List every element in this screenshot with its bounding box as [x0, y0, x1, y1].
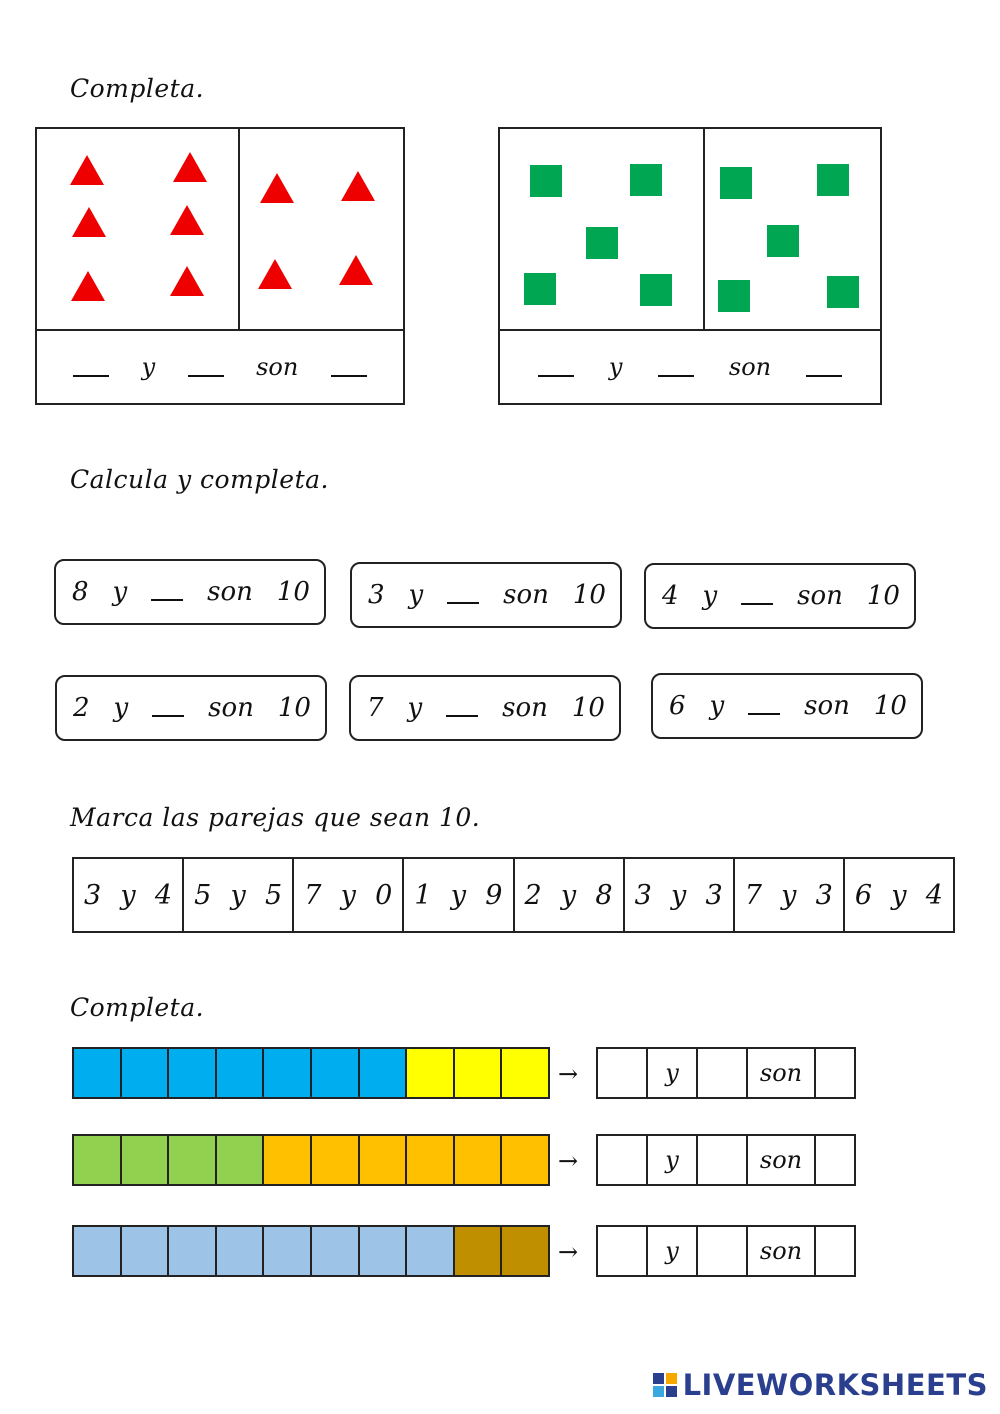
bar-cell-second: [502, 1049, 548, 1097]
bar-cell-first: [74, 1049, 122, 1097]
pair-cell[interactable]: [184, 859, 294, 931]
word-y: y: [781, 879, 797, 911]
bar-cell-second: [502, 1227, 548, 1275]
pair-cell[interactable]: [294, 859, 404, 931]
red-triangle-icon: [72, 207, 106, 237]
bar-cell-second: [312, 1136, 360, 1184]
pair-b: 3: [705, 879, 723, 911]
panel-divider: [238, 129, 240, 331]
answer-box[interactable]: [816, 1136, 854, 1184]
answer-box[interactable]: [598, 1136, 648, 1184]
heading-marca: Marca las parejas que sean 10.: [70, 803, 481, 832]
answer-blank[interactable]: [447, 586, 479, 604]
answer-blank[interactable]: [538, 357, 574, 377]
logo-text: LIVEWORKSHEETS: [682, 1368, 988, 1402]
answer-row: [596, 1225, 856, 1277]
color-bar: [72, 1225, 550, 1277]
arrow-icon: →: [558, 1147, 579, 1175]
red-triangle-icon: [70, 155, 104, 185]
red-triangle-icon: [339, 255, 373, 285]
pair-a: 3: [634, 879, 652, 911]
bar-cell-first: [360, 1049, 408, 1097]
answer-box[interactable]: [698, 1136, 748, 1184]
pair-a: 1: [414, 879, 432, 911]
pair-a: 2: [524, 879, 542, 911]
square-group-panel: [498, 127, 882, 405]
pair-cell[interactable]: [515, 859, 625, 931]
red-triangle-icon: [173, 152, 207, 182]
word-y: y: [407, 693, 423, 723]
bar-cell-first: [169, 1136, 217, 1184]
sum-total: 10: [873, 691, 907, 721]
word-son: son: [256, 353, 299, 381]
bar-cell-first: [122, 1227, 170, 1275]
green-square-icon: [630, 164, 662, 196]
word-y: y: [560, 879, 577, 911]
pair-a: 6: [854, 879, 873, 911]
sum-card: [55, 675, 327, 741]
word-y: y: [648, 1227, 698, 1275]
pair-a: 7: [304, 879, 322, 911]
answer-blank[interactable]: [446, 699, 478, 717]
green-square-icon: [524, 273, 556, 305]
bar-cell-second: [360, 1136, 408, 1184]
pair-b: 0: [375, 879, 393, 911]
sum-total: 10: [571, 693, 605, 723]
sum-first: 2: [73, 693, 90, 723]
word-y: y: [608, 353, 623, 381]
bar-cell-second: [455, 1136, 503, 1184]
bar-cell-first: [264, 1049, 312, 1097]
green-square-icon: [718, 280, 750, 312]
pair-cell[interactable]: [404, 859, 514, 931]
answer-box[interactable]: [816, 1049, 854, 1097]
color-bar: [72, 1134, 550, 1186]
pair-b: 5: [265, 879, 283, 911]
sum-total: 10: [572, 580, 606, 610]
answer-blank[interactable]: [748, 697, 780, 715]
bar-cell-first: [264, 1227, 312, 1275]
bar-cell-first: [169, 1049, 217, 1097]
sum-total: 10: [276, 577, 310, 607]
arrow-icon: →: [558, 1238, 579, 1266]
word-y: y: [230, 879, 246, 911]
pair-b: 3: [815, 879, 833, 911]
word-son: son: [804, 691, 850, 721]
pair-a: 3: [84, 879, 102, 911]
word-son: son: [207, 577, 253, 607]
bar-cell-first: [217, 1049, 265, 1097]
answer-blank[interactable]: [741, 587, 773, 605]
sum-card: [349, 675, 621, 741]
red-triangle-icon: [258, 259, 292, 289]
answer-box[interactable]: [598, 1227, 648, 1275]
word-y: y: [120, 879, 136, 911]
bar-cell-first: [217, 1136, 265, 1184]
answer-box[interactable]: [816, 1227, 854, 1275]
bar-cell-second: [455, 1227, 503, 1275]
sum-first: 7: [367, 693, 384, 723]
sum-first: 4: [662, 581, 679, 611]
sum-card: [651, 673, 923, 739]
word-y: y: [340, 879, 356, 911]
red-triangle-icon: [341, 171, 375, 201]
word-y: y: [671, 879, 687, 911]
red-triangle-icon: [260, 173, 294, 203]
pair-b: 4: [154, 879, 173, 911]
word-y: y: [891, 879, 907, 911]
pair-b: 8: [595, 879, 613, 911]
answer-box[interactable]: [698, 1049, 748, 1097]
logo-blocks-icon: [653, 1373, 677, 1397]
sum-first: 3: [368, 580, 385, 610]
bar-cell-first: [74, 1136, 122, 1184]
triangle-group-panel: [35, 127, 405, 405]
green-square-icon: [586, 227, 618, 259]
bar-cell-first: [217, 1227, 265, 1275]
bar-cell-first: [169, 1227, 217, 1275]
word-y: y: [112, 577, 128, 607]
bar-cell-second: [264, 1136, 312, 1184]
sum-total: 10: [866, 581, 900, 611]
green-square-icon: [817, 164, 849, 196]
pair-cell[interactable]: [845, 859, 953, 931]
pairs-strip: [72, 857, 955, 933]
answer-blank[interactable]: [331, 357, 367, 377]
bar-cell-second: [407, 1136, 455, 1184]
pair-a: 5: [194, 879, 212, 911]
answer-blank[interactable]: [73, 357, 109, 377]
heading-completa-bars: Completa.: [70, 993, 205, 1022]
pair-a: 7: [744, 879, 762, 911]
sum-first: 8: [72, 577, 89, 607]
sum-total: 10: [277, 693, 311, 723]
sum-first: 6: [669, 691, 686, 721]
red-triangle-icon: [71, 271, 105, 301]
answer-blank[interactable]: [188, 357, 224, 377]
green-square-icon: [767, 225, 799, 257]
word-son: son: [748, 1227, 816, 1275]
word-y: y: [450, 879, 467, 911]
word-y: y: [648, 1049, 698, 1097]
answer-row: [596, 1134, 856, 1186]
group-sentence: [37, 331, 403, 403]
bar-cell-first: [122, 1136, 170, 1184]
green-square-icon: [720, 167, 752, 199]
green-square-icon: [530, 165, 562, 197]
word-son: son: [728, 353, 772, 381]
color-bar: [72, 1047, 550, 1099]
bar-cell-first: [74, 1227, 122, 1275]
answer-blank[interactable]: [152, 699, 184, 717]
green-square-icon: [640, 274, 672, 306]
pair-cell[interactable]: [74, 859, 184, 931]
heading-completa: Completa.: [70, 74, 205, 103]
answer-blank[interactable]: [658, 357, 694, 377]
bar-cell-first: [407, 1227, 455, 1275]
arrow-icon: →: [558, 1060, 579, 1088]
word-y: y: [408, 580, 424, 610]
word-son: son: [503, 580, 549, 610]
green-square-icon: [827, 276, 859, 308]
word-y: y: [709, 691, 725, 721]
panel-divider: [703, 129, 705, 331]
bar-cell-first: [312, 1049, 360, 1097]
sum-card: [54, 559, 326, 625]
word-son: son: [748, 1136, 816, 1184]
bar-cell-first: [312, 1227, 360, 1275]
bar-cell-second: [502, 1136, 548, 1184]
group-sentence: [500, 331, 880, 403]
pair-b: 9: [485, 879, 503, 911]
word-son: son: [797, 581, 843, 611]
word-y: y: [113, 693, 129, 723]
word-son: son: [502, 693, 548, 723]
bar-cell-second: [407, 1049, 455, 1097]
pair-cell[interactable]: [735, 859, 845, 931]
red-triangle-icon: [170, 266, 204, 296]
liveworksheets-logo[interactable]: [653, 1368, 988, 1402]
word-y: y: [141, 353, 156, 381]
word-son: son: [208, 693, 254, 723]
heading-calcula: Calcula y completa.: [70, 465, 329, 494]
bar-cell-second: [455, 1049, 503, 1097]
bar-cell-first: [122, 1049, 170, 1097]
pair-cell[interactable]: [625, 859, 735, 931]
answer-box[interactable]: [598, 1049, 648, 1097]
answer-blank[interactable]: [151, 583, 183, 601]
bar-cell-first: [360, 1227, 408, 1275]
word-y: y: [648, 1136, 698, 1184]
answer-box[interactable]: [698, 1227, 748, 1275]
word-y: y: [702, 581, 718, 611]
sum-card: [350, 562, 622, 628]
answer-row: [596, 1047, 856, 1099]
sum-card: [644, 563, 916, 629]
word-son: son: [748, 1049, 816, 1097]
red-triangle-icon: [170, 205, 204, 235]
pair-b: 4: [925, 879, 943, 911]
answer-blank[interactable]: [806, 357, 842, 377]
